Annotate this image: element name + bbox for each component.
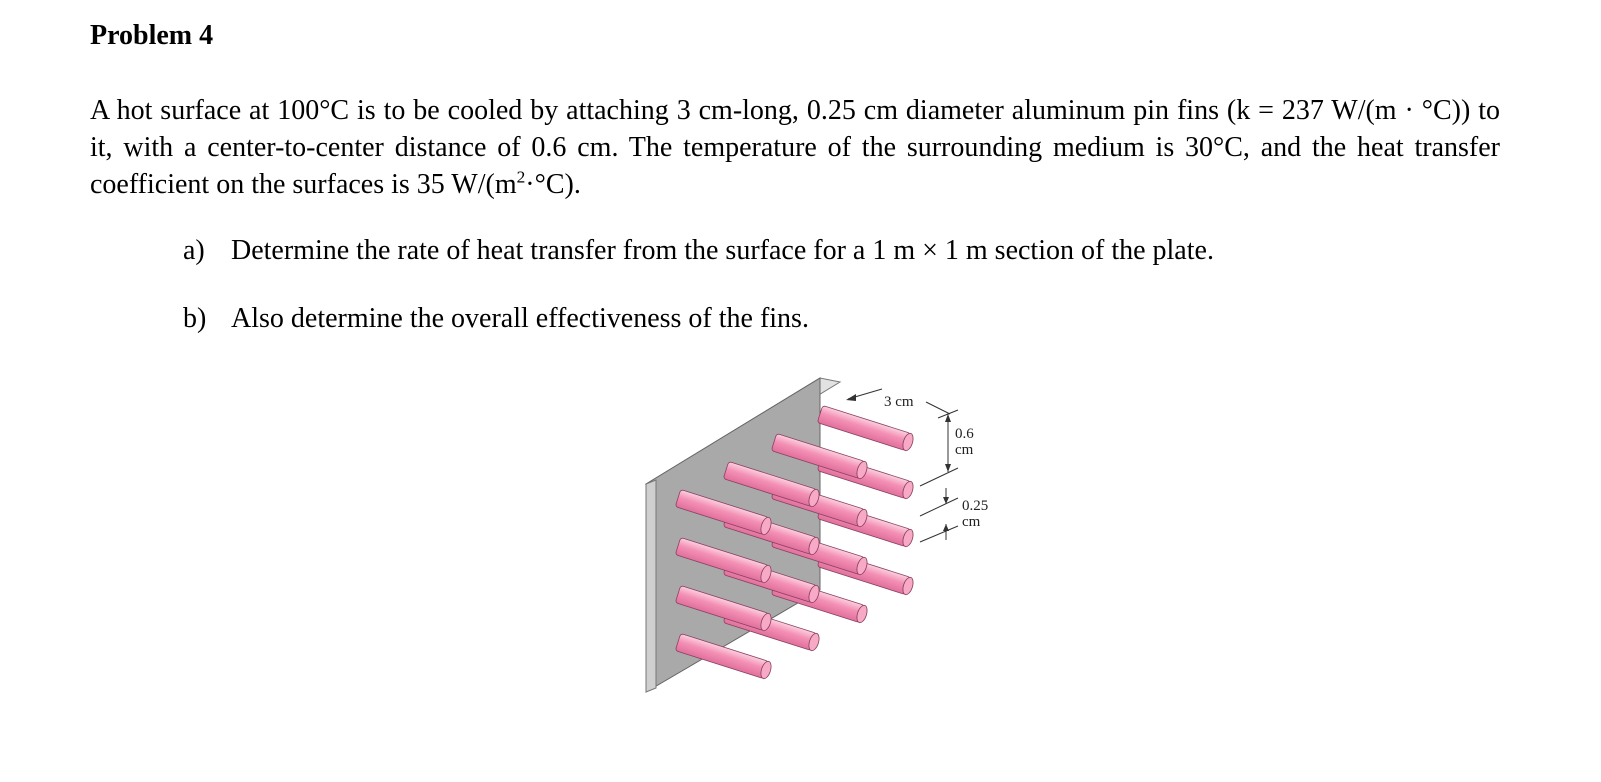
- pin-fin-body: [817, 405, 910, 450]
- problem-statement: [90, 92, 1500, 203]
- question-b: [183, 303, 809, 335]
- fin-length-label: 3 cm: [884, 394, 914, 410]
- question-a-label: a): [183, 235, 205, 266]
- problem-title: Problem 4: [90, 20, 214, 51]
- diameter-tick-bottom: [920, 526, 958, 542]
- statement-text-end: ·°C).: [525, 169, 581, 200]
- pin-fin-figure: [620, 370, 1020, 700]
- diameter-unit-label: cm: [962, 514, 981, 530]
- question-a: [183, 235, 1214, 267]
- arrowhead-spacing-bottom: [945, 464, 951, 472]
- fin-length-dim-line-right: [926, 402, 950, 414]
- statement-superscript: 2: [516, 167, 526, 187]
- spacing-value-label: 0.6: [955, 426, 974, 442]
- diameter-value-label: 0.25: [962, 498, 989, 514]
- arrowhead-diameter-bottom: [943, 524, 949, 531]
- spacing-tick-bottom: [920, 468, 958, 486]
- plate-side: [646, 480, 656, 692]
- arrowhead-length: [846, 394, 856, 401]
- question-a-text: Determine the rate of heat transfer from the surface for a 1 m × 1 m section of the plate.: [231, 235, 1214, 266]
- diameter-tick-top: [920, 498, 958, 516]
- question-b-label: b): [183, 303, 207, 334]
- statement-text: A hot surface at 100°C is to be cooled by attaching 3 cm-long, 0.25 cm diameter aluminum pin fins (k = 237 W/(m · °C)) to it, with a center-to-center distance of 0.6 cm. The temperature of the surrounding medium is 30°C, and the heat transfer coefficient on the surfaces is 35 W/(m: [90, 95, 1500, 200]
- spacing-unit-label: cm: [955, 442, 974, 458]
- pin-fin: [817, 405, 915, 452]
- question-b-text: Also determine the overall effectiveness of the fins.: [231, 303, 809, 334]
